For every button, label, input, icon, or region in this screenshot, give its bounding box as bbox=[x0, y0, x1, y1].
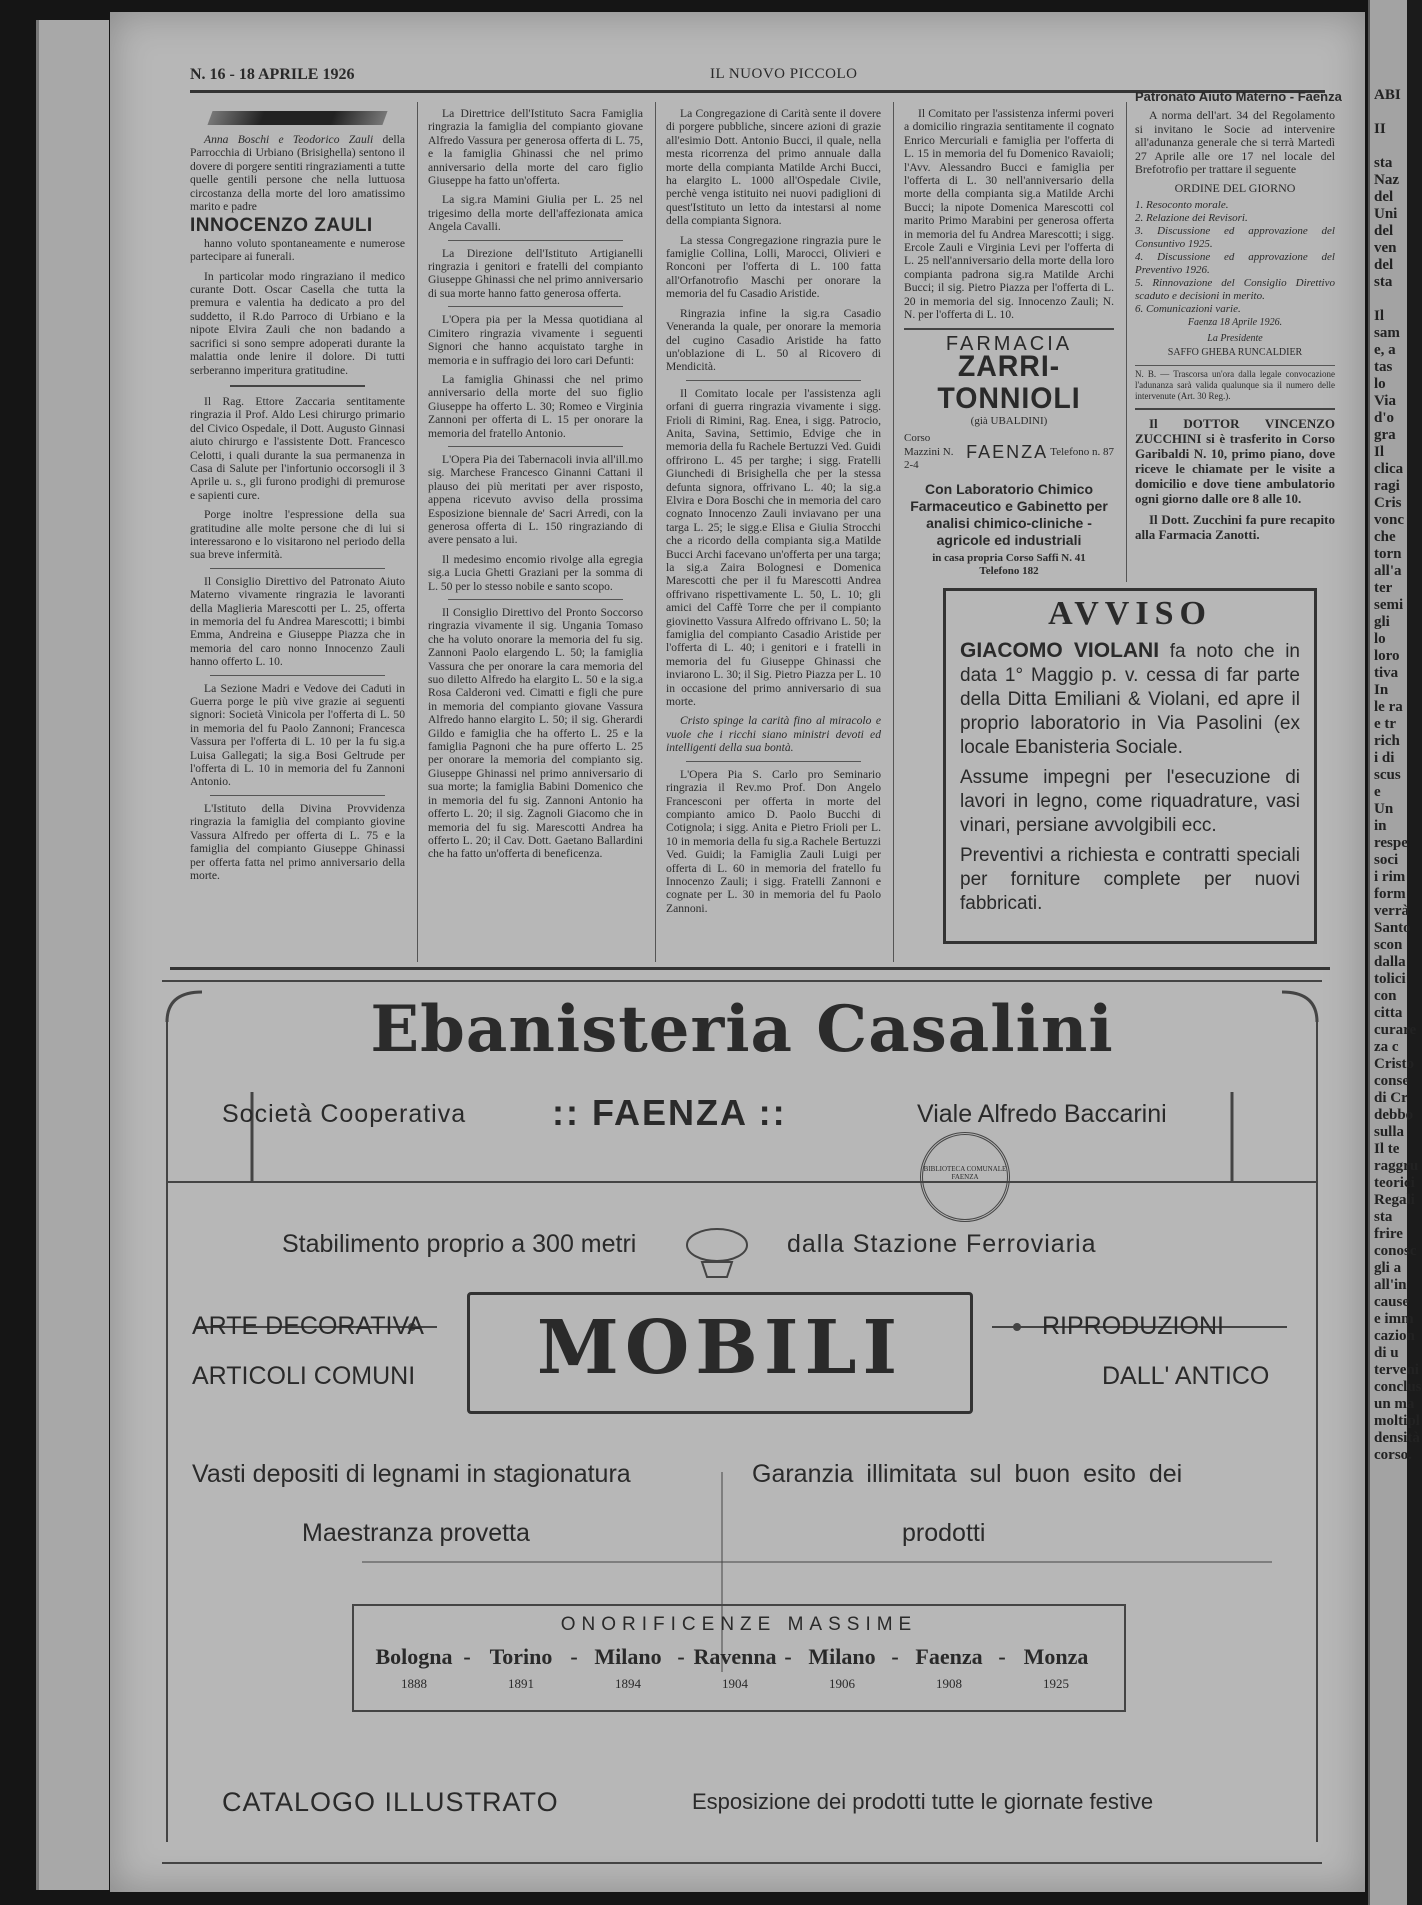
next-page-line: vonc bbox=[1374, 512, 1404, 528]
next-page-line: gli a bbox=[1374, 1260, 1402, 1276]
divider bbox=[448, 446, 623, 447]
next-page-line: i di bbox=[1374, 750, 1395, 766]
agenda-item: 1. Resoconto morale. bbox=[1135, 198, 1229, 211]
agenda-item: 2. Relazione dei Revisori. bbox=[1135, 211, 1248, 224]
next-page-line: sta bbox=[1374, 274, 1393, 290]
honor-separator: - bbox=[784, 1644, 792, 1669]
paragraph: La Sezione Madri e Vedove dei Caduti in Guerra porge le più vive grazie ai seguenti signori: Società Vinicola per l'offerta di L. 50 in memoria del fu Paolo Zannoni; Francesca Vassura per l'offerta di L. 10 per la fu sig.a Luisa Gallegati; la sig.a Bosi Geltrude per l'offerta di L. 10 in memoria del fu Zannoni Antonio. bbox=[190, 681, 405, 789]
next-page-line: cazion bbox=[1374, 1328, 1415, 1344]
paragraph: La sig.ra Mamini Giulia per L. 25 nel trigesimo della morte dell'affezionata amica Angela Cavalli. bbox=[428, 193, 643, 234]
farmacia-ad bbox=[904, 332, 1114, 579]
agenda-item: 5. Rinnovazione del Consiglio Direttivo scaduto e decisioni in merito. bbox=[1135, 276, 1335, 302]
honor-year: 1908 bbox=[936, 1676, 962, 1691]
next-page-line: terveni bbox=[1374, 1362, 1419, 1378]
next-page-line: Regali bbox=[1374, 1192, 1415, 1208]
ad-line-1-right: Garanzia illimitata sul buon esito dei bbox=[752, 1460, 1183, 1488]
farmacia-lab: Con Laboratorio Chimico Farmaceutico e Gabinetto per analisi chimico-cliniche - agricole ed industriali bbox=[910, 480, 1108, 548]
next-page-line: Il te bbox=[1374, 1141, 1400, 1157]
president-title: La Presidente bbox=[1207, 333, 1263, 345]
ad-subtitle-left: Società Cooperativa bbox=[222, 1100, 467, 1128]
decorative-bar bbox=[207, 111, 387, 125]
paragraph: Ringrazia infine la sig.ra Casadio Veneranda la quale, per onorare la memoria del cugino Casadio Aristide ha fatto un'oblazione di L. 50 al Ricovero di Mendicità. bbox=[666, 306, 881, 374]
ad-title: Ebanisteria Casalini bbox=[370, 992, 1114, 1067]
agenda-title: ORDINE DEL GIORNO bbox=[1174, 181, 1296, 196]
next-page-line: con bbox=[1374, 988, 1397, 1004]
paragraph: La stessa Congregazione ringrazia pure le famiglie Collina, Lolli, Marocci, Olivieri e Ronconi per l'offerta di L. 100 fatta all'Orfanotrofio Maschi per onorare la memoria del fu Casadio Aristide. bbox=[666, 233, 881, 301]
column-3 bbox=[666, 107, 881, 921]
next-page-line: lo bbox=[1374, 631, 1386, 647]
farmacia-city: FAENZA bbox=[966, 441, 1049, 462]
agenda-item: 3. Discussione ed approvazione del Consuntivo 1925. bbox=[1135, 224, 1335, 250]
section-divider bbox=[170, 967, 1330, 970]
column-1: Anna Boschi e Teodorico Zauli della Parrocchia di Urbiano (Brisighella) sentono il dovere di porgere sentiti ringraziamenti a tutte quelle gentili persone che nella luttuosa circostanza della morte del loro amatissimo marito e padre INNOCENZO ZAULI hanno voluto spontaneamente e numerose partecipare ai funerali. In particolar modo ringraziano il medico curante Dott. Oscar Casella che tutta la premura e valentia ha dedicato a pro del suddetto, il R.do Parroco di Urbiano e la nipote Elvira Zauli che non badando a sacrifici si sono sempre adoperati durante la malattia onde lenire il dolore. Di tutti serberanno imperitura gratitudine. Il Rag. Ettore Zaccaria sentitamente ringrazia il Prof. Aldo Lesi chirurgo primario del Civico Ospedale, il Dott. Augusto Ginnasi aiuto chirurgo e l'assistente Dott. Francesco Celotti, i quali durante la sua permanenza in Casa di Salute per l'infortunio occorsogli il 3 Aprile u. s., gli furono prodighi di premurose e sapienti cure. Porge inoltre l'espressione della sua gratitudine alle molte persone che di lui si interessarono e lo visitarono nel periodo della sua breve infermità. Il Consiglio Direttivo del Patronato Aiuto Materno vivamente ringrazia le lavoranti della Maglieria Marescotti per L. 25, offerta in memoria del fu Andrea Marescotti; i bimbi Emma, Andreina e Giuseppe Piazza che in memoria del caro nonno Innocenzo Zauli hanno offerto L. 10. La Sezione Madri e Vedove dei Caduti in Guerra porge le più vive grazie ai seguenti signori: Società Vinicola per l'offerta di L. 50 in memoria del fu Paolo Zannoni; Francesca Vassura per l'offerta di L. 10 per la fu sig.a Luisa Gallegati; la sig.a Bosi Geltrude per l'offerta di L. 10 in memoria del fu Zannoni Antonio. L'Istituto della Divina Provvidenza ringrazia la famiglia del compianto giovine Vassura Alfredo per offerta di L. 75 e la famiglia del compianto Giuseppe Ghinassi per offerta fatta nel primo anniversario della morte. bbox=[190, 107, 405, 888]
mobili-box bbox=[467, 1292, 973, 1414]
next-page-line: all'a bbox=[1374, 563, 1402, 579]
next-page-line: dalla bbox=[1374, 954, 1406, 970]
next-page-line: soci bbox=[1374, 852, 1399, 868]
next-page-line: corso. bbox=[1374, 1447, 1412, 1463]
next-page-line: in bbox=[1374, 818, 1387, 834]
next-page-line: di u bbox=[1374, 1345, 1399, 1361]
motto: Cristo spinge la carità fino al miracolo e vuole che i ricchi siano ministri devoti ed intelligenti della sua bontà. bbox=[666, 714, 881, 755]
deceased-name-heading: INNOCENZO ZAULI bbox=[190, 215, 373, 237]
agenda-item: 6. Comunicazioni varie. bbox=[1135, 302, 1241, 315]
next-page-fragment bbox=[1368, 0, 1422, 1905]
honor-city: Monza bbox=[1023, 1644, 1089, 1669]
ad-line-1-left: Vasti depositi di legnami in stagionatura bbox=[192, 1460, 631, 1488]
column-separator bbox=[893, 102, 894, 962]
honor-city: Milano bbox=[594, 1644, 662, 1669]
next-page-line: del bbox=[1374, 257, 1394, 273]
avviso-paragraph: Preventivi a richiesta e contratti speciali per forniture complete per nuovi fabbricati. bbox=[960, 845, 1300, 914]
next-page-line: e bbox=[1374, 784, 1381, 800]
honor-year: 1904 bbox=[722, 1676, 748, 1691]
column-separator bbox=[1126, 102, 1127, 582]
honor-separator: - bbox=[998, 1644, 1006, 1669]
paragraph: Porge inoltre l'espressione della sua gratitudine alle molte persone che di lui si interessarono e lo visitarono nel periodo della sua breve infermità. bbox=[190, 508, 405, 562]
paragraph: Il Consiglio Direttivo del Patronato Aiuto Materno vivamente ringrazia le lavoranti della Maglieria Marescotti per L. 25, offerta in memoria del fu Andrea Marescotti; i bimbi Emma, Andreina e Giuseppe Piazza che in memoria del caro nonno Innocenzo Zauli hanno offerto L. 10. bbox=[190, 574, 405, 669]
agenda-list bbox=[1135, 199, 1335, 316]
next-page-line: Il bbox=[1374, 308, 1385, 324]
paragraph: Il Dott. Zucchini fa pure recapito alla Farmacia Zanotti. bbox=[1135, 512, 1335, 543]
next-page-line: tiva bbox=[1374, 665, 1399, 681]
honor-year: 1891 bbox=[508, 1676, 534, 1691]
newspaper-page bbox=[110, 12, 1365, 1892]
next-page-line: tas bbox=[1374, 359, 1393, 375]
next-page-line: scus bbox=[1374, 767, 1401, 783]
divider bbox=[230, 385, 365, 387]
patronato-heading: Patronato Aiuto Materno - Faenza bbox=[1135, 89, 1342, 104]
divider bbox=[210, 568, 385, 569]
agenda-item: 4. Discussione ed approvazione del Preventivo 1926. bbox=[1135, 250, 1335, 276]
next-page-line bbox=[1374, 70, 1407, 87]
next-page-line: d'o bbox=[1374, 410, 1395, 426]
next-page-line: torn bbox=[1374, 546, 1402, 562]
next-page-line: Un bbox=[1374, 801, 1394, 817]
ad-right-2: DALL' ANTICO bbox=[1102, 1362, 1270, 1390]
next-page-line: gra bbox=[1374, 427, 1396, 443]
next-page-line: all'in bbox=[1374, 1277, 1407, 1293]
paragraph: Il Rag. Ettore Zaccaria sentitamente ringrazia il Prof. Aldo Lesi chirurgo primario del Civico Ospedale, il Dott. Augusto Ginnasi aiuto chirurgo e l'assistente Dott. Francesco Celotti, i quali durante la sua permanenza in Casa di Salute per l'infortunio occorsogli il 3 Aprile u. s., gli furono prodighi di premurose e sapienti cure. bbox=[190, 394, 405, 502]
next-page-line: densità bbox=[1374, 1430, 1420, 1446]
divider bbox=[1135, 408, 1335, 410]
newspaper-title: IL NUOVO PICCOLO bbox=[710, 66, 858, 82]
avviso-paragraph: Assume impegni per l'esecuzione di lavori in legno, come riquadrature, vasi vinari, persiane avvolgibili ecc. bbox=[960, 767, 1300, 836]
next-page-line: lo bbox=[1374, 376, 1386, 392]
next-page-line: form bbox=[1374, 886, 1406, 902]
divider bbox=[686, 761, 861, 762]
farmacia-phone: Telefono n. 87 bbox=[1050, 445, 1114, 458]
next-page-line: che bbox=[1374, 529, 1396, 545]
honor-separator: - bbox=[463, 1644, 471, 1669]
divider bbox=[210, 675, 385, 676]
next-page-line: e imm bbox=[1374, 1311, 1414, 1327]
next-page-line: semi bbox=[1374, 597, 1404, 613]
farmacia-address: Corso Mazzini N. 2-4 bbox=[904, 432, 954, 472]
paragraph: hanno voluto spontaneamente e numerose partecipare ai funerali. bbox=[190, 236, 405, 264]
honor-year: 1894 bbox=[615, 1676, 641, 1691]
honor-city: Faenza bbox=[915, 1644, 983, 1669]
column-4 bbox=[904, 107, 1114, 578]
honor-year: 1888 bbox=[401, 1676, 427, 1691]
paragraph: Il Comitato per l'assistenza infermi poveri a domicilio ringrazia sentitamente il cognato Enrico Mercuriali e famiglia per l'offerta di L. 15 in memoria del fu Domenico Ravaioli; l'Avv. Alessandro Bucci e famiglia per l'offerta di L. 30 nell'anniversario della morte della compianta sig.a Matilde Archi Bucci; la nipote Domenica Marescotti col marito Primo Marabini per generosa offerta in memoria del fu Andrea Marescotti; i sigg. Ercole Zauli e Virginia Levi per l'offerta di L. 25 nell'anniversario della morte della loro compianta padrona sig.ra Matilde Archi Bucci; il sig. Pietro Piazza per l'offerta di L. 20 in memoria del sig. Innocenzo Zauli; N. N. per l'offerta di L. 10. bbox=[904, 107, 1114, 322]
paragraph: La famiglia Ghinassi che nel primo anniversario della morte del suo figlio Giuseppe ha offerto L. 30; Romeo e Virginia Zannoni per offerta di L. 15 per onorare la memoria del fratello Antonio. bbox=[428, 372, 643, 440]
paragraph: La Direttrice dell'Istituto Sacra Famiglia ringrazia la famiglia del compianto giovane Alfredo Vassura per generosa offerta di L. 75, e la famiglia Ghinassi che nel primo anniversario della morte del caro figlio Giuseppe ha fatto un'offerta. bbox=[428, 107, 643, 188]
next-page-line: moltipl bbox=[1374, 1413, 1420, 1429]
paragraph: L'Opera Pia dei Tabernacoli invia all'ill.mo sig. Marchese Francesco Ginanni Cattani il plauso dei più meritati per aver risposto, appena ricevuto avviso della prossima Esposizione biennale de' Sacri Arredi, con la generosa offerta di L. 150 ringraziando di avere pensato a lui. bbox=[428, 452, 643, 547]
next-page-line: loro bbox=[1374, 648, 1400, 664]
exhibition-label: Esposizione dei prodotti tutte le giornate festive bbox=[692, 1789, 1154, 1814]
next-page-line: verrà bbox=[1374, 903, 1409, 919]
column-separator bbox=[417, 102, 418, 962]
farmacia-name: ZARRI-TONNIOLI bbox=[937, 349, 1081, 415]
next-page-line: ragi bbox=[1374, 478, 1400, 494]
honor-year: 1925 bbox=[1043, 1676, 1069, 1691]
next-page-line: del bbox=[1374, 223, 1394, 239]
divider bbox=[448, 306, 623, 307]
ad-left-1: ARTE DECORATIVA bbox=[192, 1312, 424, 1340]
next-page-line: sulla bbox=[1374, 1124, 1405, 1140]
catalog-label: CATALOGO ILLUSTRATO bbox=[222, 1787, 559, 1817]
ad-subtitle-center: :: FAENZA :: bbox=[552, 1092, 787, 1133]
paragraph: L'Istituto della Divina Provvidenza ringrazia la famiglia del compianto giovine Vassura Alfredo per offerta di L. 75 e la famiglia del compianto Giuseppe Ghinassi per offerta fatta nel primo anniversario della morte. bbox=[190, 801, 405, 882]
honors-title: ONORIFICENZE MASSIME bbox=[560, 1614, 918, 1635]
next-page-line: cause bbox=[1374, 1294, 1409, 1310]
paragraph: A norma dell'art. 34 del Regolamento si invitano le Socie ad intervenire all'adunanza generale che si terrà Martedì 27 Aprile alle ore 17 nel locale del Brefotrofio per trattare il seguente bbox=[1135, 108, 1335, 177]
next-page-line: ter bbox=[1374, 580, 1393, 596]
next-page-line: sta bbox=[1374, 155, 1393, 171]
column-2 bbox=[428, 107, 643, 867]
next-page-line: Cris bbox=[1374, 495, 1402, 511]
next-page-line: Naz bbox=[1374, 172, 1399, 188]
paragraph: In particolar modo ringraziano il medico curante Dott. Oscar Casella che tutta la premura e valentia ha dedicato a pro del suddetto, il R.do Parroco di Urbiano e la nipote Elvira Zauli che non badando a sacrifici si sono sempre adoperati durante la malattia onde lenire il dolore. Di tutti serberanno imperitura gratitudine. bbox=[190, 269, 405, 377]
next-page-line: sam bbox=[1374, 325, 1400, 341]
ad-line-2-left: Maestranza provetta bbox=[302, 1519, 530, 1547]
binding-edge bbox=[36, 20, 109, 1890]
next-page-line bbox=[1374, 138, 1407, 155]
paragraph: La Direzione dell'Istituto Artigianelli ringrazia i genitori e fratelli del compianto Giuseppe Ghinassi che nel primo anniversario di sua morte hanno fatto generosa offerta. bbox=[428, 246, 643, 300]
honor-separator: - bbox=[891, 1644, 899, 1669]
column-separator bbox=[655, 102, 656, 962]
ad-line-2-right: prodotti bbox=[902, 1519, 986, 1547]
honor-separator: - bbox=[570, 1644, 578, 1669]
next-page-line: respe bbox=[1374, 835, 1408, 851]
next-page-line: un ma bbox=[1374, 1396, 1415, 1412]
next-page-line bbox=[1374, 104, 1407, 121]
date-line: Faenza 18 Aprile 1926. bbox=[1187, 316, 1283, 328]
next-page-line: Il bbox=[1374, 444, 1385, 460]
next-page-line: del bbox=[1374, 189, 1394, 205]
avviso-title: AVVISO bbox=[1048, 595, 1212, 632]
next-page-line: za c bbox=[1374, 1039, 1399, 1055]
next-page-line: Via bbox=[1374, 393, 1396, 409]
divider bbox=[686, 380, 861, 381]
next-page-line: curare bbox=[1374, 1022, 1417, 1038]
next-page-line: teorici bbox=[1374, 1175, 1415, 1191]
farmacia-former: (già UBALDINI) bbox=[970, 414, 1048, 427]
paragraph: Il medesimo encomio rivolge alla egregia sig.a Lucia Ghetti Graziani per la somma di L. 50 per lo stesso nobile e santo scopo. bbox=[428, 552, 643, 593]
next-page-line: raggru bbox=[1374, 1158, 1419, 1174]
divider bbox=[448, 599, 623, 600]
ad-subtitle-right: Viale Alfredo Baccarini bbox=[917, 1100, 1167, 1128]
stabilimento-left: Stabilimento proprio a 300 metri bbox=[282, 1230, 637, 1258]
paragraph: Il Consiglio Direttivo del Pronto Soccorso ringrazia vivamente il sig. Ungania Tomaso che ha voluto onorare la memoria del fu sig. Zannoni Paolo elargendo L. 50; la famiglia Vassura che per onorare la cara memoria del suo diletto Alfredo ha elargito L. 50 e la sig.a Rosa Calderoni ved. Cimatti e figli che pure in memoria del compianto giovane Vassura Alfredo hanno elargito L. 50; il sig. Gherardi Gildo e famiglia che ha offerto L. 25 e la famiglia Pagnoni che ha pure offerto L. 25 per onorare la memoria del compianto sig. Giuseppe Ghinassi nel primo anniversario di sua morte; la famiglia Babini Domenico che in memoria del fu sig. Zannoni Antonio ha offerto L. 20; il sig. Zagnoli Giacomo che in memoria del fu sig. Marescotti Andrea ha offerto L. 20; il Cav. Dott. Gaetano Ballardini che ha fatto un'offerta di beneficenza. bbox=[428, 606, 643, 861]
honor-city: Ravenna bbox=[693, 1644, 777, 1669]
next-page-line: e tr bbox=[1374, 716, 1397, 732]
next-page-line: debbo bbox=[1374, 1107, 1414, 1123]
column-5 bbox=[1135, 89, 1342, 548]
mobili-text: MOBILI bbox=[536, 1305, 904, 1391]
next-page-line: citta bbox=[1374, 1005, 1403, 1021]
next-page-line: conosc bbox=[1374, 1243, 1417, 1259]
ad-right-1: RIPRODUZIONI bbox=[1042, 1312, 1224, 1340]
nota-bene: N. B. — Trascorsa un'ora dalla legale convocazione l'adunanza sarà valida qualunque sia il numero delle intervenute (Art. 30 Reg.). bbox=[1135, 365, 1335, 402]
honors-box bbox=[352, 1604, 1126, 1712]
president-name: SAFFO GHEBA RUNCALDIER bbox=[1167, 346, 1303, 358]
next-page-line: sta bbox=[1374, 1209, 1393, 1225]
library-stamp: BIBLIOTECA COMUNALE FAENZA bbox=[920, 1132, 1010, 1222]
paragraph: L'Opera pia per la Messa quotidiana al Cimitero ringrazia vivamente i seguenti Signori che hanno acquistato targhe in memoria e in suffragio dei loro cari Defunti: bbox=[428, 313, 643, 367]
divider bbox=[210, 795, 385, 796]
farmacia-home-phone: Telefono 182 bbox=[979, 564, 1039, 577]
paragraph: Il Comitato locale per l'assistenza agli orfani di guerra ringrazia vivamente i sigg. Frioli di Rimini, Rag. Enea, i sigg. Patrocio, Anita, Savina, Settimio, Edvige che in memoria della fu Rachele Bertuzzi Ved. Guidi offrirono L. 45 per targhe; i sigg. Fratelli Giunchedi di Brisighella che per la stessa defunta signora, offrivano L. 40; la sig.a Elvira e Dora Boschi che in memoria del caro cognato Innocenzo Zauli inviavano per una targa L. 25; le sigg.e Elisa e Giulia Strocchi che a ricordo della compianta sig.a Matilde Bucci Archi facevano un'offerta per una targa; la sig.a Zaira Bolognesi e Domenica Marescotti che per il fu Marescotti Andrea offrivano rispettivamente L. 50, L. 10; gli amici del Caffè Torre che per il compianto giovinetto Vassura Alfredo offrivano L. 50; la famiglia del compianto Casadio Aristide per l'offerta di L. 40; i genitori e i fratelli in memoria del fu Giuseppe Ghinassi che inviarono L. 30; il Sig. Pietro Piazza per L. 10 in occasione del primo anniversario di sua morte. bbox=[666, 386, 881, 709]
avviso-box: AVVISO GIACOMO VIOLANI fa noto che in data 1° Maggio p. v. cessa di far parte della Ditta Emiliani & Violani, ed apre il proprio laboratorio in Via Pasolini (ex locale Ebanisteria Sociale. Assume impegni per l'esecuzione di lavori in legno, come riquadrature, vasi vinari, persiane avvolgibili ecc. Preventivi a richiesta e contratti speciali per forniture complete per nuovi fabbricati. bbox=[943, 588, 1317, 944]
honor-city: Torino bbox=[489, 1644, 553, 1669]
next-page-line: frire bbox=[1374, 1226, 1403, 1242]
honor-separator: - bbox=[677, 1644, 685, 1669]
next-page-line: le ra bbox=[1374, 699, 1403, 715]
next-page-line: Santo bbox=[1374, 920, 1411, 936]
paragraph: La Congregazione di Carità sente il dovere di porgere pubbliche, sincere azioni di grazie all'esimio Dott. Antonio Bucci, il quale, nella mesta ricorrenza del primo annuale dalla morte della compianta Matilde Archi Bucci, ha elargito L. 1000 all'Ospedale Civile, perchè venga istituito nei nuovi padiglioni di quest'Istituto un letto da intestarsi al nome della compianta Signora. bbox=[666, 107, 881, 228]
farmacia-home: in casa propria Corso Saffi N. 41 bbox=[932, 551, 1086, 564]
next-page-line: scon bbox=[1374, 937, 1403, 953]
stabilimento-right: dalla Stazione Ferroviaria bbox=[787, 1230, 1097, 1258]
next-page-line: rich bbox=[1374, 733, 1400, 749]
divider bbox=[904, 328, 1114, 330]
honor-year: 1906 bbox=[829, 1676, 855, 1691]
next-page-line: i rim bbox=[1374, 869, 1406, 885]
next-page-line: gli bbox=[1374, 614, 1390, 630]
next-page-line: e, a bbox=[1374, 342, 1396, 358]
next-page-line: tolici bbox=[1374, 971, 1406, 987]
ad-left-2: ARTICOLI COMUNI bbox=[192, 1362, 416, 1390]
next-page-line: II bbox=[1374, 121, 1386, 137]
thanks-names: Anna Boschi e Teodorico Zauli bbox=[204, 133, 374, 146]
next-page-line: Cristo bbox=[1374, 1056, 1414, 1072]
honor-city: Milano bbox=[808, 1644, 876, 1669]
farmacia-title: FARMACIA bbox=[945, 332, 1073, 355]
paragraph: L'Opera Pia S. Carlo pro Seminario ringrazia il Rev.mo Prof. Don Angelo Francesconi per offerta in morte del compianto amico D. Paolo Bucchi di Cotignola; i sigg. Anita e Pietro Frioli per L. 10 in memoria della fu sig.a Rachele Bertuzzi Ved. Guidi; la Famiglia Zauli Luigi per offerta di L. 60 in memoria del fratello fu Innocenzo Zauli; i sigg. Fratelli Zannoni e cognate per L. 30 in memoria del fu Paolo Zannoni. bbox=[666, 767, 881, 915]
next-page-line: Uni bbox=[1374, 206, 1398, 222]
next-page-line bbox=[1374, 291, 1407, 308]
issue-info: N. 16 - 18 APRILE 1926 bbox=[190, 66, 355, 83]
next-page-line: In bbox=[1374, 682, 1389, 698]
next-page-line: conse bbox=[1374, 1073, 1409, 1089]
divider bbox=[448, 240, 623, 241]
next-page-line: ven bbox=[1374, 240, 1397, 256]
next-page-line: conclus bbox=[1374, 1379, 1422, 1395]
next-page-line: ABI bbox=[1374, 87, 1401, 103]
paragraph: Il DOTTOR VINCENZO ZUCCHINI si è trasferito in Corso Garibaldi N. 10, primo piano, dove riceve le chiamate per le visite a domicilio e dove tiene ambulatorio ogni giorno dalle ore 8 alle 10. bbox=[1135, 416, 1335, 507]
honor-city: Bologna bbox=[375, 1644, 453, 1669]
avviso-name: GIACOMO VIOLANI bbox=[960, 639, 1160, 662]
next-page-line: di Cr bbox=[1374, 1090, 1408, 1106]
casalini-ad bbox=[162, 980, 1322, 1864]
next-page-line: clica bbox=[1374, 461, 1404, 477]
